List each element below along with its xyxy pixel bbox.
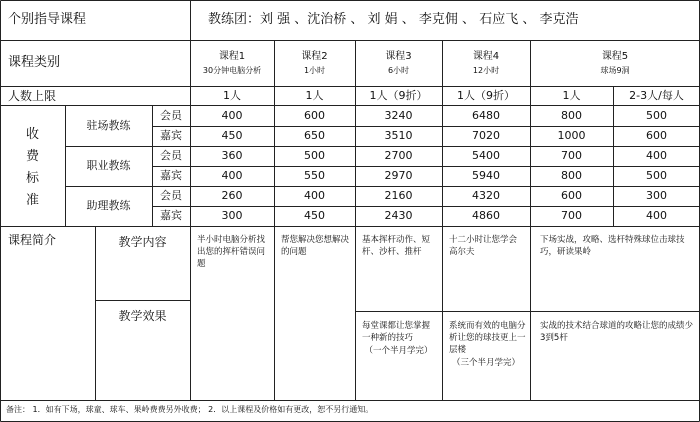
fee-label-char: 收 — [25, 127, 39, 142]
member-label: 会员 — [160, 189, 182, 202]
price-cell: 2700 — [384, 149, 413, 162]
price-cell: 550 — [304, 169, 325, 182]
price-cell: 450 — [221, 129, 243, 142]
price-cell: 500 — [304, 149, 325, 162]
capacity-cell: 1人 — [562, 89, 581, 102]
effect-course-3-note: （一个半月学完） — [364, 346, 433, 356]
content-course-2: 帮您解决您想解决的问题 — [281, 235, 350, 257]
course-5-name: 课程5 — [601, 51, 629, 62]
price-cell: 4320 — [472, 189, 500, 202]
member-label: 会员 — [160, 109, 182, 122]
fee-label-char: 标 — [25, 171, 39, 186]
guest-label: 嘉宾 — [160, 129, 182, 142]
price-cell: 3240 — [384, 109, 413, 122]
price-cell: 800 — [561, 109, 582, 122]
fee-label-char: 费 — [25, 149, 39, 164]
price-cell: 600 — [561, 189, 582, 202]
price-cell: 600 — [304, 109, 325, 122]
price-cell: 400 — [646, 209, 667, 222]
effect-course-5: 实战的技术结合球道的攻略让您的成绩少3到5杆 — [540, 321, 694, 343]
price-cell: 500 — [646, 169, 667, 182]
member-label: 会员 — [160, 149, 182, 162]
price-cell: 650 — [304, 129, 325, 142]
price-cell: 6480 — [472, 109, 500, 122]
effect-course-3: 每堂课都让您掌握一种新的技巧 — [362, 321, 431, 343]
course-4-sub: 12小时 — [472, 66, 500, 75]
course-5-sub: 球场9洞 — [600, 66, 630, 75]
guest-label: 嘉宾 — [160, 169, 182, 182]
course-1-name: 课程1 — [218, 51, 246, 62]
capacity-cell: 1人 — [305, 89, 324, 102]
price-cell: 300 — [646, 189, 667, 202]
fee-label-char: 准 — [25, 193, 39, 208]
price-cell: 2970 — [384, 169, 413, 182]
price-cell: 7020 — [472, 129, 500, 142]
price-cell: 260 — [221, 189, 243, 202]
course-intro-label: 课程简介 — [8, 233, 57, 247]
page-title: 个别指导课程 — [8, 12, 87, 27]
price-cell: 400 — [304, 189, 325, 202]
price-cell: 1000 — [557, 129, 586, 142]
course-3-sub: 6小时 — [387, 66, 410, 75]
price-cell: 400 — [646, 149, 667, 162]
price-cell: 700 — [561, 149, 582, 162]
content-course-4: 十二小时让您学会高尔夫 — [449, 235, 518, 257]
teaching-effect-label: 教学效果 — [118, 309, 167, 323]
course-2-sub: 1小时 — [303, 66, 326, 75]
course-1-sub: 30分钟电脑分析 — [202, 66, 262, 75]
course-3-name: 课程3 — [385, 51, 412, 62]
coach-type-resident: 驻场教练 — [86, 119, 131, 132]
guest-label: 嘉宾 — [160, 209, 182, 222]
course-2-name: 课程2 — [301, 51, 328, 62]
footer-note: 备注： 1．如有下场，球童、球车、果岭费费另外收费； 2．以上课程及价格如有更改，恕不另行通知。 — [6, 405, 374, 414]
price-cell: 360 — [221, 149, 243, 162]
teaching-content-label: 教学内容 — [118, 235, 167, 249]
coach-type-assistant: 助理教练 — [86, 199, 131, 212]
price-cell: 450 — [304, 209, 325, 222]
price-cell: 600 — [646, 129, 667, 142]
capacity-cell: 1人（9折） — [369, 89, 428, 102]
course-4-name: 课程4 — [472, 51, 500, 62]
effect-course-4-note: （三个半月学完） — [451, 358, 520, 368]
content-course-1: 半小时电脑分析找出您的挥杆错误问题 — [197, 235, 266, 269]
content-course-3: 基本挥杆动作、短杆、沙杆、推杆 — [362, 235, 431, 257]
coach-type-pro: 职业教练 — [86, 159, 131, 172]
price-cell: 5940 — [472, 169, 500, 182]
capacity-cell: 1人（9折） — [457, 89, 515, 102]
price-cell: 2160 — [384, 189, 413, 202]
course-category-label: 课程类别 — [8, 55, 61, 70]
price-cell: 400 — [221, 169, 243, 182]
price-cell: 300 — [221, 209, 243, 222]
capacity-label: 人数上限 — [8, 89, 57, 103]
content-course-5: 下场实战，攻略、选杆特殊球位击球技巧，研读果岭 — [540, 235, 685, 257]
price-cell: 500 — [646, 109, 667, 122]
price-cell: 700 — [561, 209, 582, 222]
price-cell: 2430 — [384, 209, 413, 222]
capacity-cell: 1人 — [223, 89, 241, 102]
price-cell: 4860 — [472, 209, 500, 222]
price-cell: 5400 — [472, 149, 500, 162]
effect-course-4: 系统而有效的电脑分析让您的球技更上一层楼 — [449, 321, 526, 355]
price-cell: 800 — [561, 169, 582, 182]
price-cell: 3510 — [384, 129, 413, 142]
coach-team: 教练团：刘 强 、沈治桥 、 刘 娟 、 李克佣 、 石应飞 、 李克浩 — [208, 12, 579, 27]
capacity-cell: 2-3人/每人 — [629, 89, 684, 102]
price-cell: 400 — [221, 109, 243, 122]
